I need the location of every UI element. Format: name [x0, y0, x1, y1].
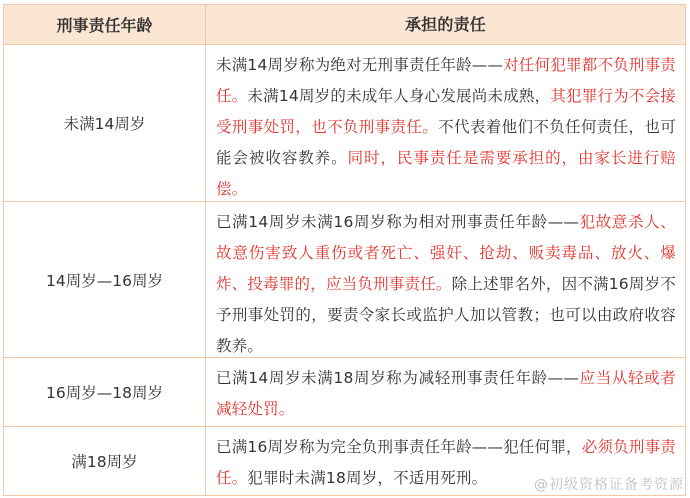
table-row — [4, 45, 685, 202]
header-age: 刑事责任年龄 — [4, 5, 206, 44]
responsibility-cell — [206, 45, 685, 201]
text-segment: 不代表着他们不负任何责任，也可能会被收容教养。 — [216, 118, 676, 167]
table-row — [4, 358, 685, 427]
responsibility-cell — [206, 202, 685, 357]
age-cell: 16周岁—18周岁 — [4, 358, 206, 426]
highlight-segment: 对任何犯罪都不负刑事责任。 — [216, 56, 676, 105]
age-cell: 14周岁—16周岁 — [4, 202, 206, 357]
text-segment: 犯罪时未满18周岁，不适用死刑。 — [247, 469, 488, 487]
age-cell: 未满14周岁 — [4, 45, 206, 201]
text-segment: 已满16周岁称为完全负刑事责任年龄——犯任何罪， — [216, 438, 582, 456]
text-segment: 除上述罪名外，因不满16周岁不予刑事处罚的，要责令家长或监护人加以管教；也可以由政府收容教养。 — [216, 275, 676, 355]
table-header-row — [4, 5, 685, 45]
table-row — [4, 202, 685, 358]
age-cell: 满18周岁 — [4, 427, 206, 495]
highlight-segment: 应当从轻或者减轻处罚。 — [216, 369, 677, 418]
text-segment: 未满14周岁称为绝对无刑事责任年龄—— — [216, 56, 504, 74]
highlight-segment: 犯故意杀人、故意伤害致人重伤或者死亡、强奸、抢劫、贩卖毒品、放火、爆炸、投毒罪的，应当负刑事责任。 — [216, 213, 677, 293]
watermark: @初级资格证备考资源 — [534, 477, 684, 493]
text-segment: 已满14周岁未满16周岁称为相对刑事责任年龄—— — [216, 213, 580, 231]
highlight-segment: 同时，民事责任是需要承担的，由家长进行赔偿。 — [216, 149, 676, 198]
age-responsibility-table — [3, 4, 686, 496]
highlight-segment: 其犯罪行为不会接受刑事处罚，也不负刑事责任。 — [216, 87, 676, 136]
header-responsibility: 承担的责任 — [404, 15, 486, 34]
responsibility-cell — [206, 358, 685, 426]
highlight-segment: 必须负刑事责任。 — [216, 438, 676, 487]
text-segment: 已满14周岁未满18周岁称为减轻刑事责任年龄—— — [216, 369, 580, 387]
text-segment: 未满14周岁的未成年人身心发展尚未成熟， — [247, 87, 551, 105]
